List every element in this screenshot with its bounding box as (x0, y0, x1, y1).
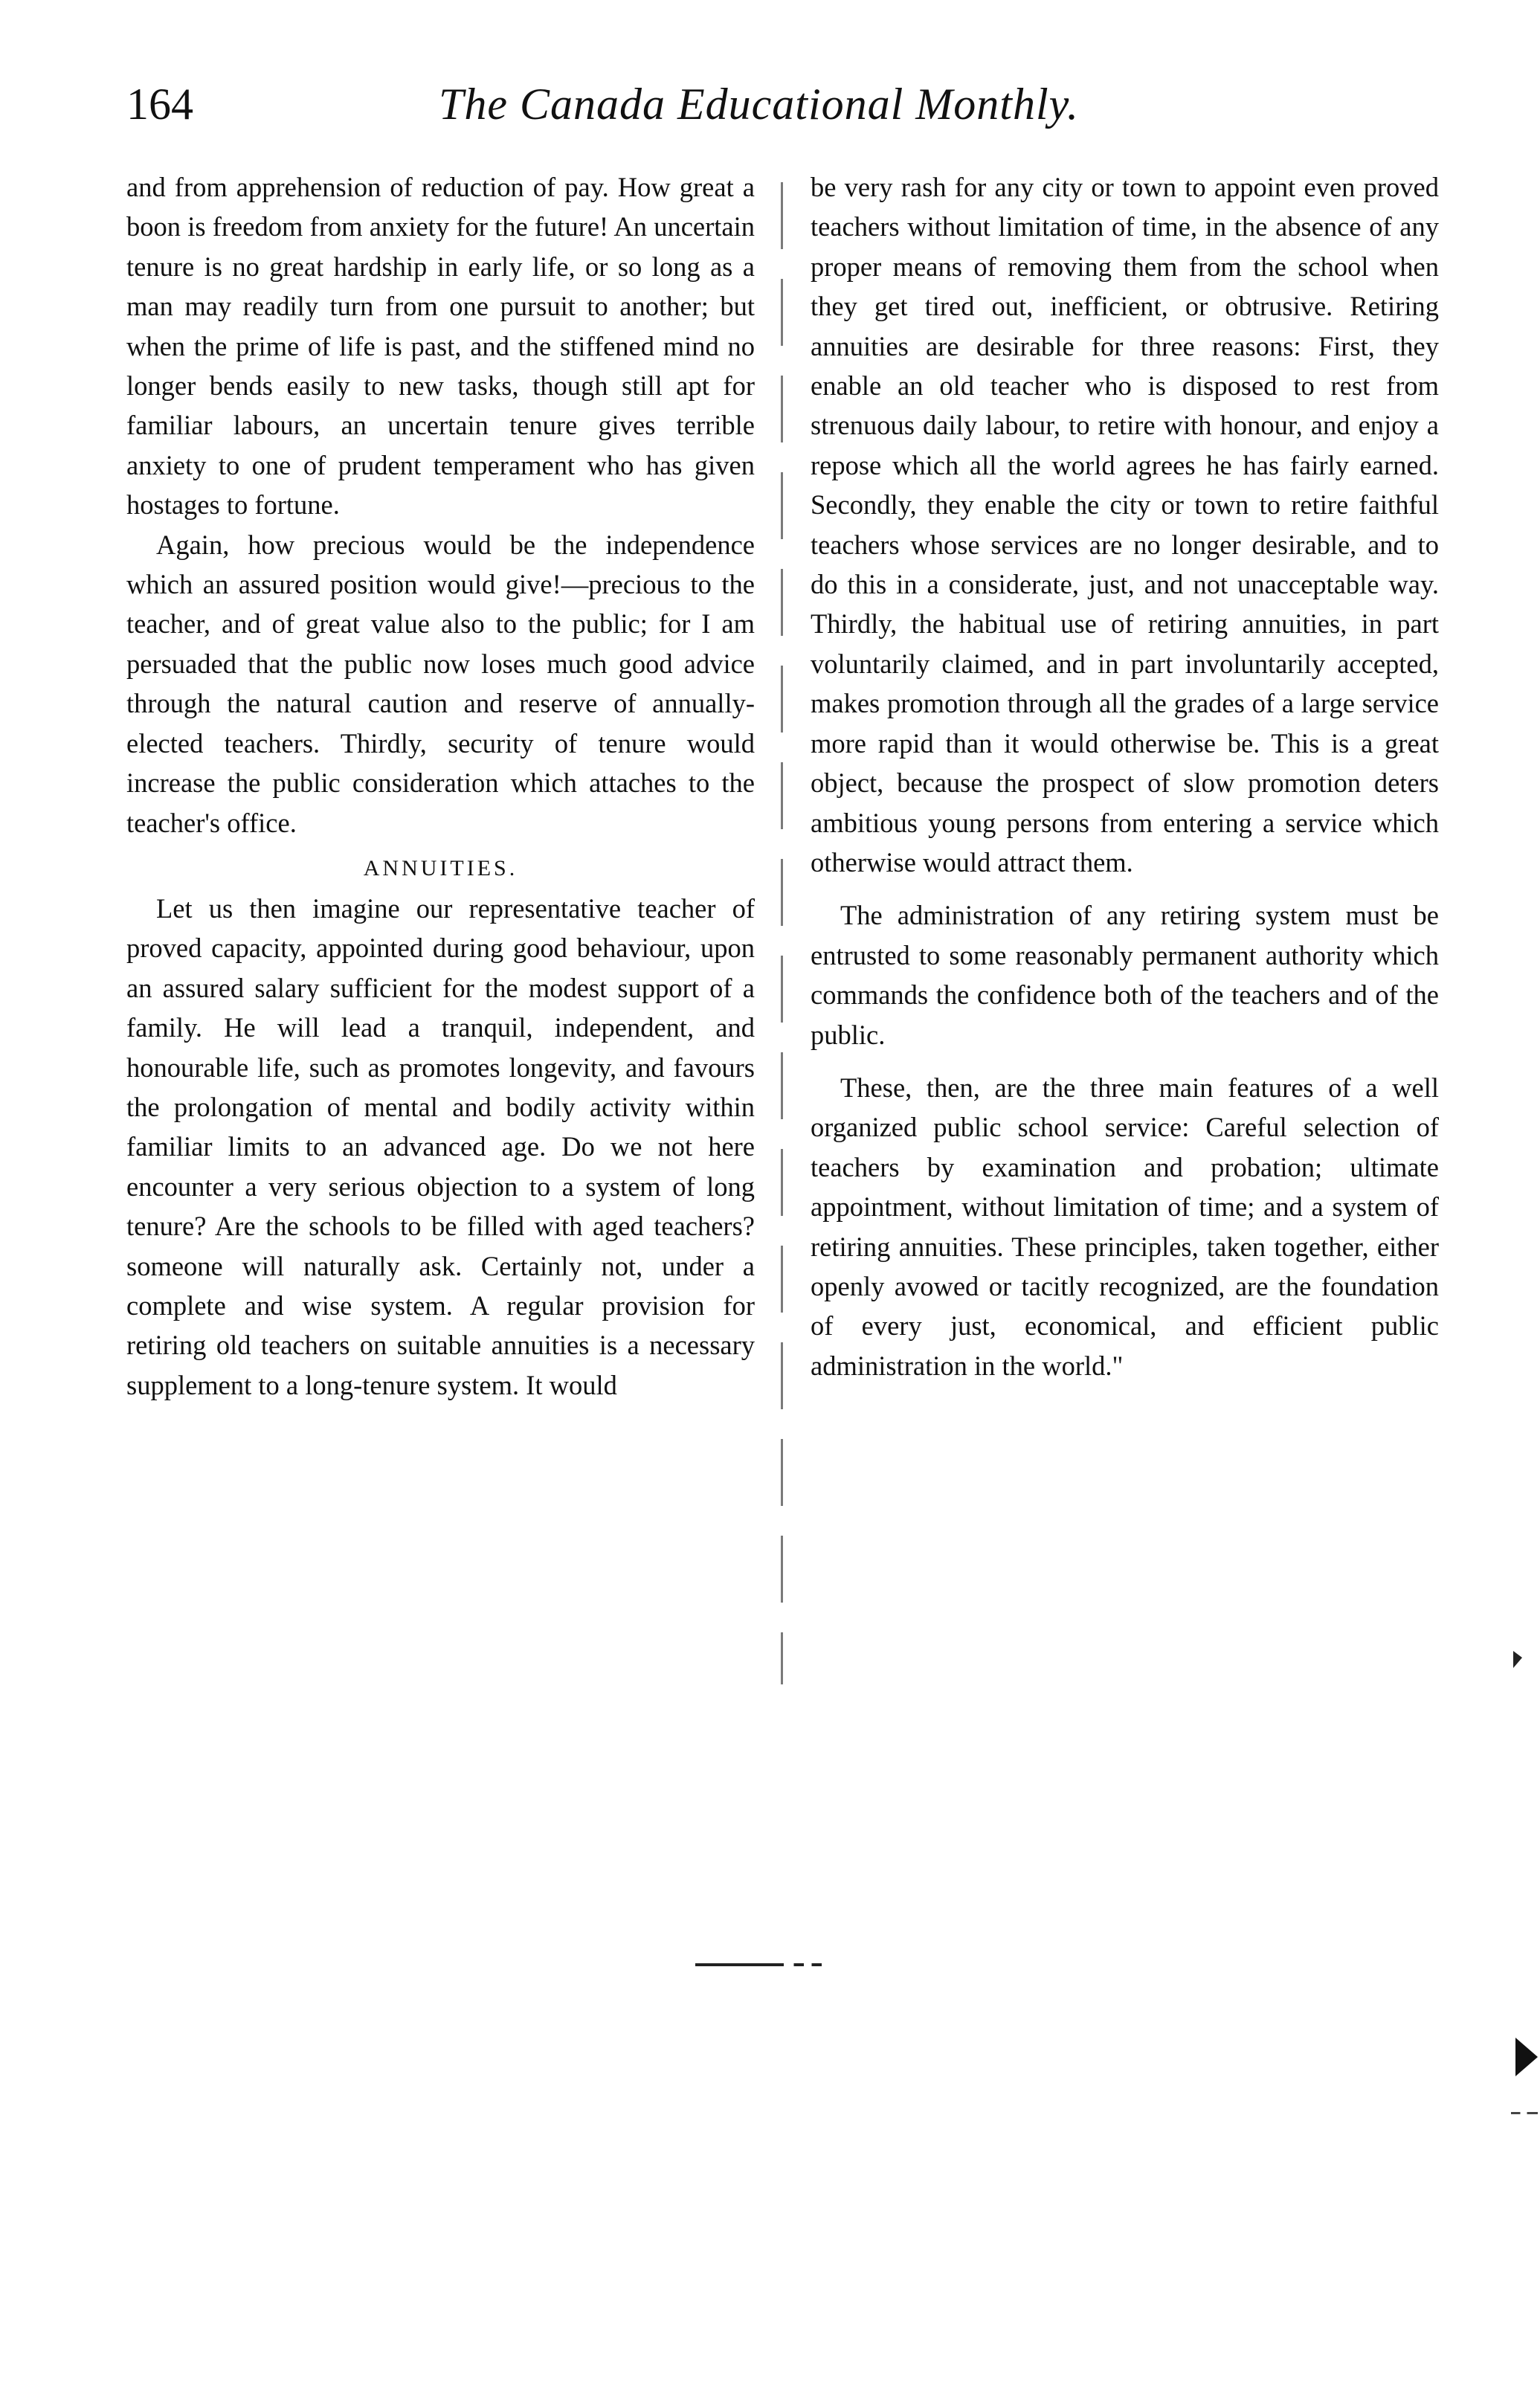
running-title: The Canada Educational Monthly. (439, 80, 1079, 129)
right-column (811, 167, 1439, 1385)
paragraph: The administration of any retiring system must be entrusted to some reasonably permanent authority which commands the confidence both of the teachers and of the public. (811, 900, 1439, 1050)
end-rule (695, 1963, 822, 1966)
page-header (126, 74, 1138, 134)
paragraph: Again, how precious would be the independence which an assured position would give!—precious to the teacher, and of great value also to the public; for I am persuaded that the public now loses much good advice through the natural caution and reserve of annually-elected teachers. Thirdly, security of tenure would increase the public consideration which attaches to the teacher's office. (126, 529, 755, 838)
arrow-marker-icon (1513, 1651, 1522, 1668)
edge-dash (1511, 2112, 1538, 2114)
paragraph: be very rash for any city or town to appoint even proved teachers without limitation of time, in the absence of any proper means of removing them from the school when they get tired out, inefficient, or obtrusive. Retiring annuities are desirable for three reasons: First, they enable an old teacher who is disposed to rest from strenuous daily labour, to retire with honour, and enjoy a repose which all the world agrees he has fairly earned. Secondly, they enable the city or town to retire faithful teachers whose services are no longer desirable, and to do this in a considerate, just, and not unacceptable way. Thirdly, the habitual use of retiring annuities, in part voluntarily claimed, and in part involuntarily accepted, makes promotion through all the grades of a large service more rapid than it would otherwise be. This is a great object, because the prospect of slow promotion deters ambitious young persons from entering a service which otherwise would attract them. (811, 172, 1439, 878)
section-heading: ANNUITIES. (363, 855, 518, 880)
play-arrow-icon (1515, 2038, 1538, 2076)
page-number: 164 (126, 80, 193, 129)
column-divider (781, 182, 783, 1684)
paragraph: Let us then imagine our representative teacher of proved capacity, appointed during good behaviour, upon an assured salary sufficient for the modest support of a family. He will lead a tranquil, independent, and honourable life, such as promotes longevity, and favours the prolongation of mental and bodily activity within familiar limits to an advanced age. Do we not here encounter a very serious objection to a system of long tenure? Are the schools to be filled with aged teachers? someone will naturally ask. Certainly not, under a complete and wise system. A regular provision for retiring old teachers on suitable annuities is a necessary supplement to a long-tenure system. It would (126, 892, 755, 1400)
paragraph: and from apprehension of reduction of pay. How great a boon is freedom from anxiety for the future! An uncertain tenure is no great hardship in early life, or so long as a man may readily turn from one pursuit to another; but when the prime of life is past, and the stiffened mind no longer bends easily to new tasks, though still apt for familiar labours, an uncertain tenure gives terrible anxiety to one of prudent temperament who has given hostages to fortune. (126, 172, 755, 521)
left-column (126, 167, 755, 1405)
paragraph: These, then, are the three main features of a well organized public school service: Careful selection of teachers by examination and probation; ultimate appointment, without limitation of time; and a system of retiring annuities. These principles, taken together, either openly avowed or tacitly recognized, are the foundation of every just, economical, and efficient public administration in the world." (811, 1072, 1439, 1381)
